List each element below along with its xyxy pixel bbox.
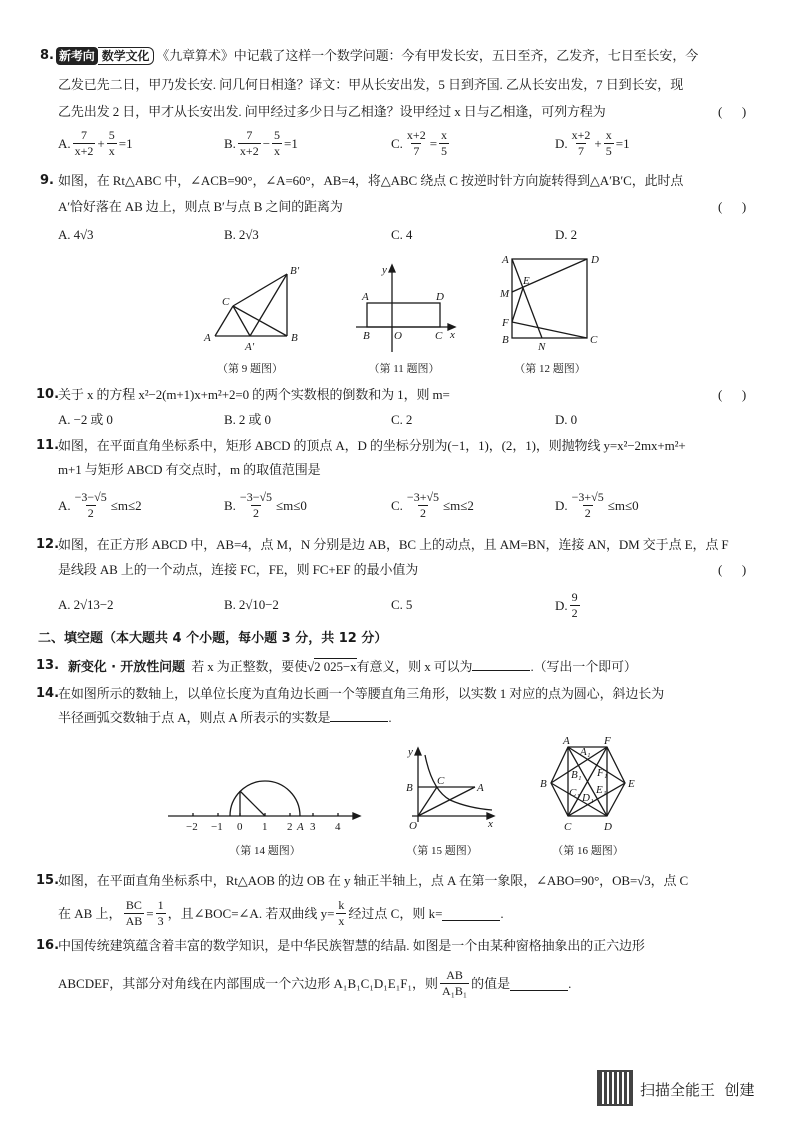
question-14-line-2 bbox=[58, 707, 392, 728]
question-8-line-2: 乙发已先二日，甲乃发长安. 问几何日相逢？译文：甲从长安出发，5 日到齐国. 乙从长安出发，7 日到长安，现 bbox=[58, 77, 684, 92]
figure-16 bbox=[540, 735, 635, 833]
question-text: . bbox=[568, 975, 572, 991]
denominator: AB bbox=[125, 914, 143, 928]
question-15-line-2 bbox=[58, 898, 504, 929]
option-c[interactable] bbox=[391, 490, 474, 521]
sqrt-icon: √ bbox=[307, 659, 315, 674]
numerator: k bbox=[338, 898, 345, 912]
point-label: F₁ bbox=[597, 767, 608, 779]
figure-16-caption: （第 16 题图） bbox=[552, 845, 624, 857]
point-label: B bbox=[406, 782, 413, 794]
figure-15 bbox=[406, 746, 494, 832]
point-label: B bbox=[363, 330, 370, 342]
fraction bbox=[73, 490, 109, 521]
square-abcd bbox=[512, 259, 587, 338]
point-label: E bbox=[523, 275, 530, 287]
fraction bbox=[570, 590, 580, 621]
question-text: 半径画弧交数轴于点 A，则点 A 所表示的实数是 bbox=[58, 710, 331, 725]
numerator: 5 bbox=[108, 128, 115, 142]
question-12-line-2: 是线段 AB 上的一个动点，连接 FC，FE，则 FC+EF 的最小值为 bbox=[58, 562, 419, 577]
question-13-line-1 bbox=[68, 656, 637, 678]
arrow-icon bbox=[389, 265, 395, 272]
denominator: 5 bbox=[605, 144, 612, 158]
question-number: 10. bbox=[36, 387, 60, 402]
question-text: 若 x 为正整数，要使 bbox=[191, 659, 308, 674]
question-10-line-1: 关于 x 的方程 x²−2(m+1)x+m²+2=0 的两个实数根的倒数和为 1，则 m= bbox=[58, 387, 450, 402]
question-number: 8. bbox=[40, 48, 54, 63]
option-a[interactable]: A. 2√13−2 bbox=[58, 597, 114, 612]
tick-label: 0 bbox=[237, 821, 243, 833]
axis-label: x bbox=[488, 818, 493, 830]
segment-fc bbox=[512, 322, 587, 338]
option-d[interactable]: D. 0 bbox=[555, 412, 577, 427]
tick-label: −1 bbox=[211, 821, 223, 833]
qr-code-icon bbox=[597, 1070, 633, 1106]
figure-11-caption: （第 11 题图） bbox=[368, 363, 440, 375]
option-c[interactable]: C. 4 bbox=[391, 227, 413, 242]
question-11-line-1: 如图，在平面直角坐标系中，矩形 ABCD 的顶点 A，D 的坐标分别为(−1，1)，(2，1)，则抛物线 y=x²−2mx+m²+ bbox=[58, 438, 686, 453]
point-label: B′ bbox=[290, 265, 300, 277]
answer-blank[interactable] bbox=[510, 976, 568, 991]
question-number: 11. bbox=[36, 438, 60, 453]
inequality: ≤m≤0 bbox=[607, 497, 639, 513]
figure-14-caption: （第 14 题图） bbox=[229, 845, 301, 857]
question-number: 13. bbox=[36, 658, 60, 673]
point-label: B bbox=[502, 334, 509, 346]
operator: = bbox=[146, 905, 154, 921]
numerator: 5 bbox=[274, 128, 281, 142]
point-label: E₁ bbox=[596, 784, 607, 796]
point-label: A bbox=[204, 332, 211, 344]
answer-blank[interactable] bbox=[330, 707, 388, 722]
option-label: D. bbox=[555, 497, 568, 513]
denominator: 7 bbox=[578, 144, 585, 158]
option-c[interactable]: C. 2 bbox=[391, 412, 413, 427]
option-b[interactable]: B. 2√10−2 bbox=[224, 597, 279, 612]
answer-paren: ( ) bbox=[718, 104, 747, 119]
numerator: −3−√5 bbox=[74, 490, 107, 504]
option-label: A. bbox=[58, 135, 71, 151]
denominator: 5 bbox=[441, 144, 448, 158]
hypotenuse bbox=[240, 791, 265, 816]
point-label: A bbox=[297, 821, 304, 833]
tick-label: −2 bbox=[186, 821, 198, 833]
denominator: 2 bbox=[419, 506, 426, 520]
denominator: x+2 bbox=[74, 144, 94, 158]
fraction bbox=[570, 490, 606, 521]
question-text: 在 AB 上， bbox=[58, 905, 122, 921]
denominator: x bbox=[108, 144, 115, 158]
numerator: x+2 bbox=[571, 128, 591, 142]
question-number: 16. bbox=[36, 938, 60, 953]
question-number: 9. bbox=[40, 173, 54, 188]
operator: = bbox=[429, 135, 438, 151]
option-c[interactable]: C. 5 bbox=[391, 597, 413, 612]
rhs: =1 bbox=[284, 135, 298, 151]
axis-label: x bbox=[450, 329, 455, 341]
question-text: 经过点 C，则 k= bbox=[348, 905, 443, 921]
option-d[interactable] bbox=[555, 490, 639, 521]
tag-open-question: 新变化 · 开放性问题 bbox=[68, 660, 185, 675]
point-label: A bbox=[477, 782, 484, 794]
rectangle-abcd bbox=[367, 303, 440, 327]
question-text: ，且∠BOC=∠A. 若双曲线 y= bbox=[167, 905, 335, 921]
point-label: C bbox=[222, 296, 230, 308]
option-a[interactable]: A. −2 或 0 bbox=[58, 412, 113, 427]
inequality: ≤m≤0 bbox=[276, 497, 307, 513]
question-9-line-2: A′恰好落在 AB 边上，则点 B′与点 B 之间的距离为 bbox=[58, 199, 343, 214]
point-label: O bbox=[409, 820, 417, 832]
point-label: D bbox=[591, 254, 599, 266]
point-label: D bbox=[436, 291, 444, 303]
option-d[interactable] bbox=[555, 590, 582, 621]
point-label: N bbox=[538, 341, 546, 353]
numerator: AB bbox=[446, 968, 463, 982]
arrow-icon bbox=[415, 748, 421, 755]
question-9-line-1: 如图，在 Rt△ABC 中，∠ACB=90°，∠A=60°，AB=4，将△ABC 绕点 C 按逆时针方向旋转得到△A′B′C，此时点 bbox=[58, 173, 684, 188]
option-label: B. bbox=[224, 135, 236, 151]
point-label: A bbox=[502, 254, 509, 266]
question-text: .（写出一个即可） bbox=[530, 659, 637, 674]
tick-label: 3 bbox=[310, 821, 316, 833]
numerator: 9 bbox=[571, 590, 578, 604]
option-label: A. bbox=[58, 497, 71, 513]
point-label: B bbox=[540, 778, 547, 790]
question-text: 的值是 bbox=[471, 975, 511, 991]
option-label: B. bbox=[224, 497, 236, 513]
fraction bbox=[156, 898, 166, 929]
denominator: A₁B₁ bbox=[442, 984, 468, 998]
question-text: 有意义，则 x 可以为 bbox=[356, 659, 473, 674]
numerator: 7 bbox=[246, 128, 253, 142]
operator: − bbox=[262, 135, 271, 151]
fraction bbox=[238, 490, 274, 521]
option-b[interactable]: B. 2 或 0 bbox=[224, 412, 271, 427]
question-12-line-1: 如图，在正方形 ABCD 中，AB=4，点 M，N 分别是边 AB，BC 上的动点，且 AM=BN，连接 AN，DM 交于点 E，点 F bbox=[58, 537, 729, 552]
point-label: C₁ bbox=[569, 787, 581, 799]
option-d[interactable]: D. 2 bbox=[555, 227, 577, 242]
option-a[interactable] bbox=[58, 490, 142, 521]
question-11-line-2: m+1 与矩形 ABCD 有交点时，m 的取值范围是 bbox=[58, 462, 321, 477]
denominator: 2 bbox=[571, 606, 578, 620]
figure-9 bbox=[203, 265, 300, 353]
option-label: D. bbox=[555, 135, 568, 151]
rhs: =1 bbox=[615, 135, 630, 151]
question-16-line-2 bbox=[58, 968, 571, 999]
point-label: D₁ bbox=[582, 792, 594, 804]
point-label: F bbox=[604, 735, 611, 747]
question-number: 12. bbox=[36, 537, 60, 552]
point-label: A₁ bbox=[580, 746, 591, 758]
numerator: −3+√5 bbox=[406, 490, 440, 504]
figure-9-caption: （第 9 题图） bbox=[217, 363, 283, 375]
question-8-line-3: 乙先出发 2 日，甲才从长安出发. 问甲经过多少日与乙相逢？设甲经过 x 日与乙相逢，可列方程为 bbox=[58, 104, 606, 119]
point-label: A′ bbox=[245, 341, 255, 353]
point-label: B bbox=[291, 332, 298, 344]
point-label: C bbox=[435, 330, 443, 342]
point-label: A bbox=[362, 291, 369, 303]
denominator: x bbox=[338, 914, 345, 928]
answer-paren: ( ) bbox=[718, 562, 747, 577]
numerator: x bbox=[605, 128, 612, 142]
numerator: 1 bbox=[157, 898, 164, 912]
denominator: 2 bbox=[87, 506, 94, 520]
option-label: C. bbox=[391, 135, 403, 151]
numerator: −3+√5 bbox=[571, 490, 604, 504]
arrow-icon bbox=[353, 813, 360, 819]
point-label: F bbox=[502, 317, 509, 329]
segment-an bbox=[512, 259, 542, 338]
point-label: O bbox=[394, 330, 402, 342]
segment-a-prime-b-prime bbox=[250, 274, 287, 336]
denominator: 7 bbox=[413, 144, 420, 158]
rhs: =1 bbox=[118, 135, 133, 151]
segment-cb-prime bbox=[233, 274, 287, 306]
numerator: BC bbox=[125, 898, 142, 912]
question-text: ABCDEF，其部分对角线在内部围成一个六边形 A₁B₁C₁D₁E₁F₁，则 bbox=[58, 975, 439, 991]
point-label: C bbox=[437, 775, 445, 787]
question-14-line-1: 在如图所示的数轴上，以单位长度为直角边长画一个等腰直角三角形，以实数 1 对应的点为圆心，斜边长为 bbox=[58, 686, 665, 701]
tick-label: 4 bbox=[335, 821, 341, 833]
axis-label: y bbox=[408, 746, 413, 758]
question-text: 《九章算术》中记载了这样一个数学问题：今有甲发长安，五日至齐，乙发齐，七日至长安，今 bbox=[156, 48, 699, 63]
segment-ef bbox=[512, 288, 523, 322]
segment-oa bbox=[418, 787, 475, 816]
figure-12-caption: （第 12 题图） bbox=[514, 363, 586, 375]
point-label: A bbox=[563, 735, 570, 747]
inequality: ≤m≤2 bbox=[443, 497, 474, 513]
fraction bbox=[336, 898, 346, 929]
denominator: 2 bbox=[252, 506, 259, 520]
fraction bbox=[124, 898, 145, 929]
point-label: D bbox=[604, 821, 612, 833]
figure-14 bbox=[168, 781, 360, 833]
point-label: E bbox=[628, 778, 635, 790]
question-15-line-1: 如图，在平面直角坐标系中，Rt△AOB 的边 OB 在 y 轴正半轴上，点 A 在第一象限，∠ABO=90°，OB=√3，点 C bbox=[58, 873, 689, 888]
point-label: C bbox=[590, 334, 598, 346]
option-b[interactable] bbox=[224, 490, 307, 521]
denominator: 2 bbox=[584, 506, 591, 520]
denominator: x+2 bbox=[239, 144, 259, 158]
question-16-line-1: 中国传统建筑蕴含着丰富的数学知识，是中华民族智慧的结晶. 如图是一个由某种窗格抽象出的正六边形 bbox=[58, 938, 645, 953]
figure-15-caption: （第 15 题图） bbox=[406, 845, 478, 857]
numerator: x+2 bbox=[406, 128, 426, 142]
denominator: 3 bbox=[157, 914, 164, 928]
answer-paren: ( ) bbox=[718, 199, 747, 214]
answer-blank[interactable] bbox=[442, 906, 500, 921]
fraction bbox=[440, 968, 469, 999]
numerator: x bbox=[441, 128, 448, 142]
tick-label: 1 bbox=[262, 821, 268, 833]
question-number: 15. bbox=[36, 873, 60, 888]
answer-paren: ( ) bbox=[718, 387, 747, 402]
figure-11 bbox=[356, 264, 455, 352]
operator: + bbox=[594, 135, 602, 151]
tick-label: 2 bbox=[287, 821, 293, 833]
option-b[interactable]: B. 2√3 bbox=[224, 227, 259, 242]
point-label: B₁ bbox=[571, 769, 582, 781]
inequality: ≤m≤2 bbox=[110, 497, 142, 513]
option-label: C. bbox=[391, 497, 403, 513]
option-label: D. bbox=[555, 597, 568, 613]
point-label: C bbox=[564, 821, 572, 833]
numerator: 7 bbox=[81, 128, 88, 142]
figure-12 bbox=[499, 254, 599, 353]
numerator: −3−√5 bbox=[239, 490, 273, 504]
section-heading: 二、填空题（本大题共 4 个小题，每小题 3 分，共 12 分） bbox=[38, 631, 388, 646]
tag-new-exam: 新考向 bbox=[56, 47, 98, 65]
radicand: 2 025−x bbox=[314, 659, 357, 674]
point-label: M bbox=[500, 288, 510, 300]
tag-math-culture: 数学文化 bbox=[98, 47, 155, 65]
axis-label: y bbox=[382, 264, 387, 276]
question-number: 14. bbox=[36, 686, 60, 701]
question-text: . bbox=[500, 905, 504, 921]
scanner-watermark: 扫描全能王 创建 bbox=[640, 1081, 755, 1099]
answer-blank[interactable] bbox=[472, 656, 530, 671]
fraction bbox=[405, 490, 441, 521]
denominator: x bbox=[274, 144, 281, 158]
option-a[interactable]: A. 4√3 bbox=[58, 227, 94, 242]
question-text: . bbox=[388, 710, 392, 725]
operator: + bbox=[97, 135, 105, 151]
segment-ac bbox=[215, 306, 233, 336]
